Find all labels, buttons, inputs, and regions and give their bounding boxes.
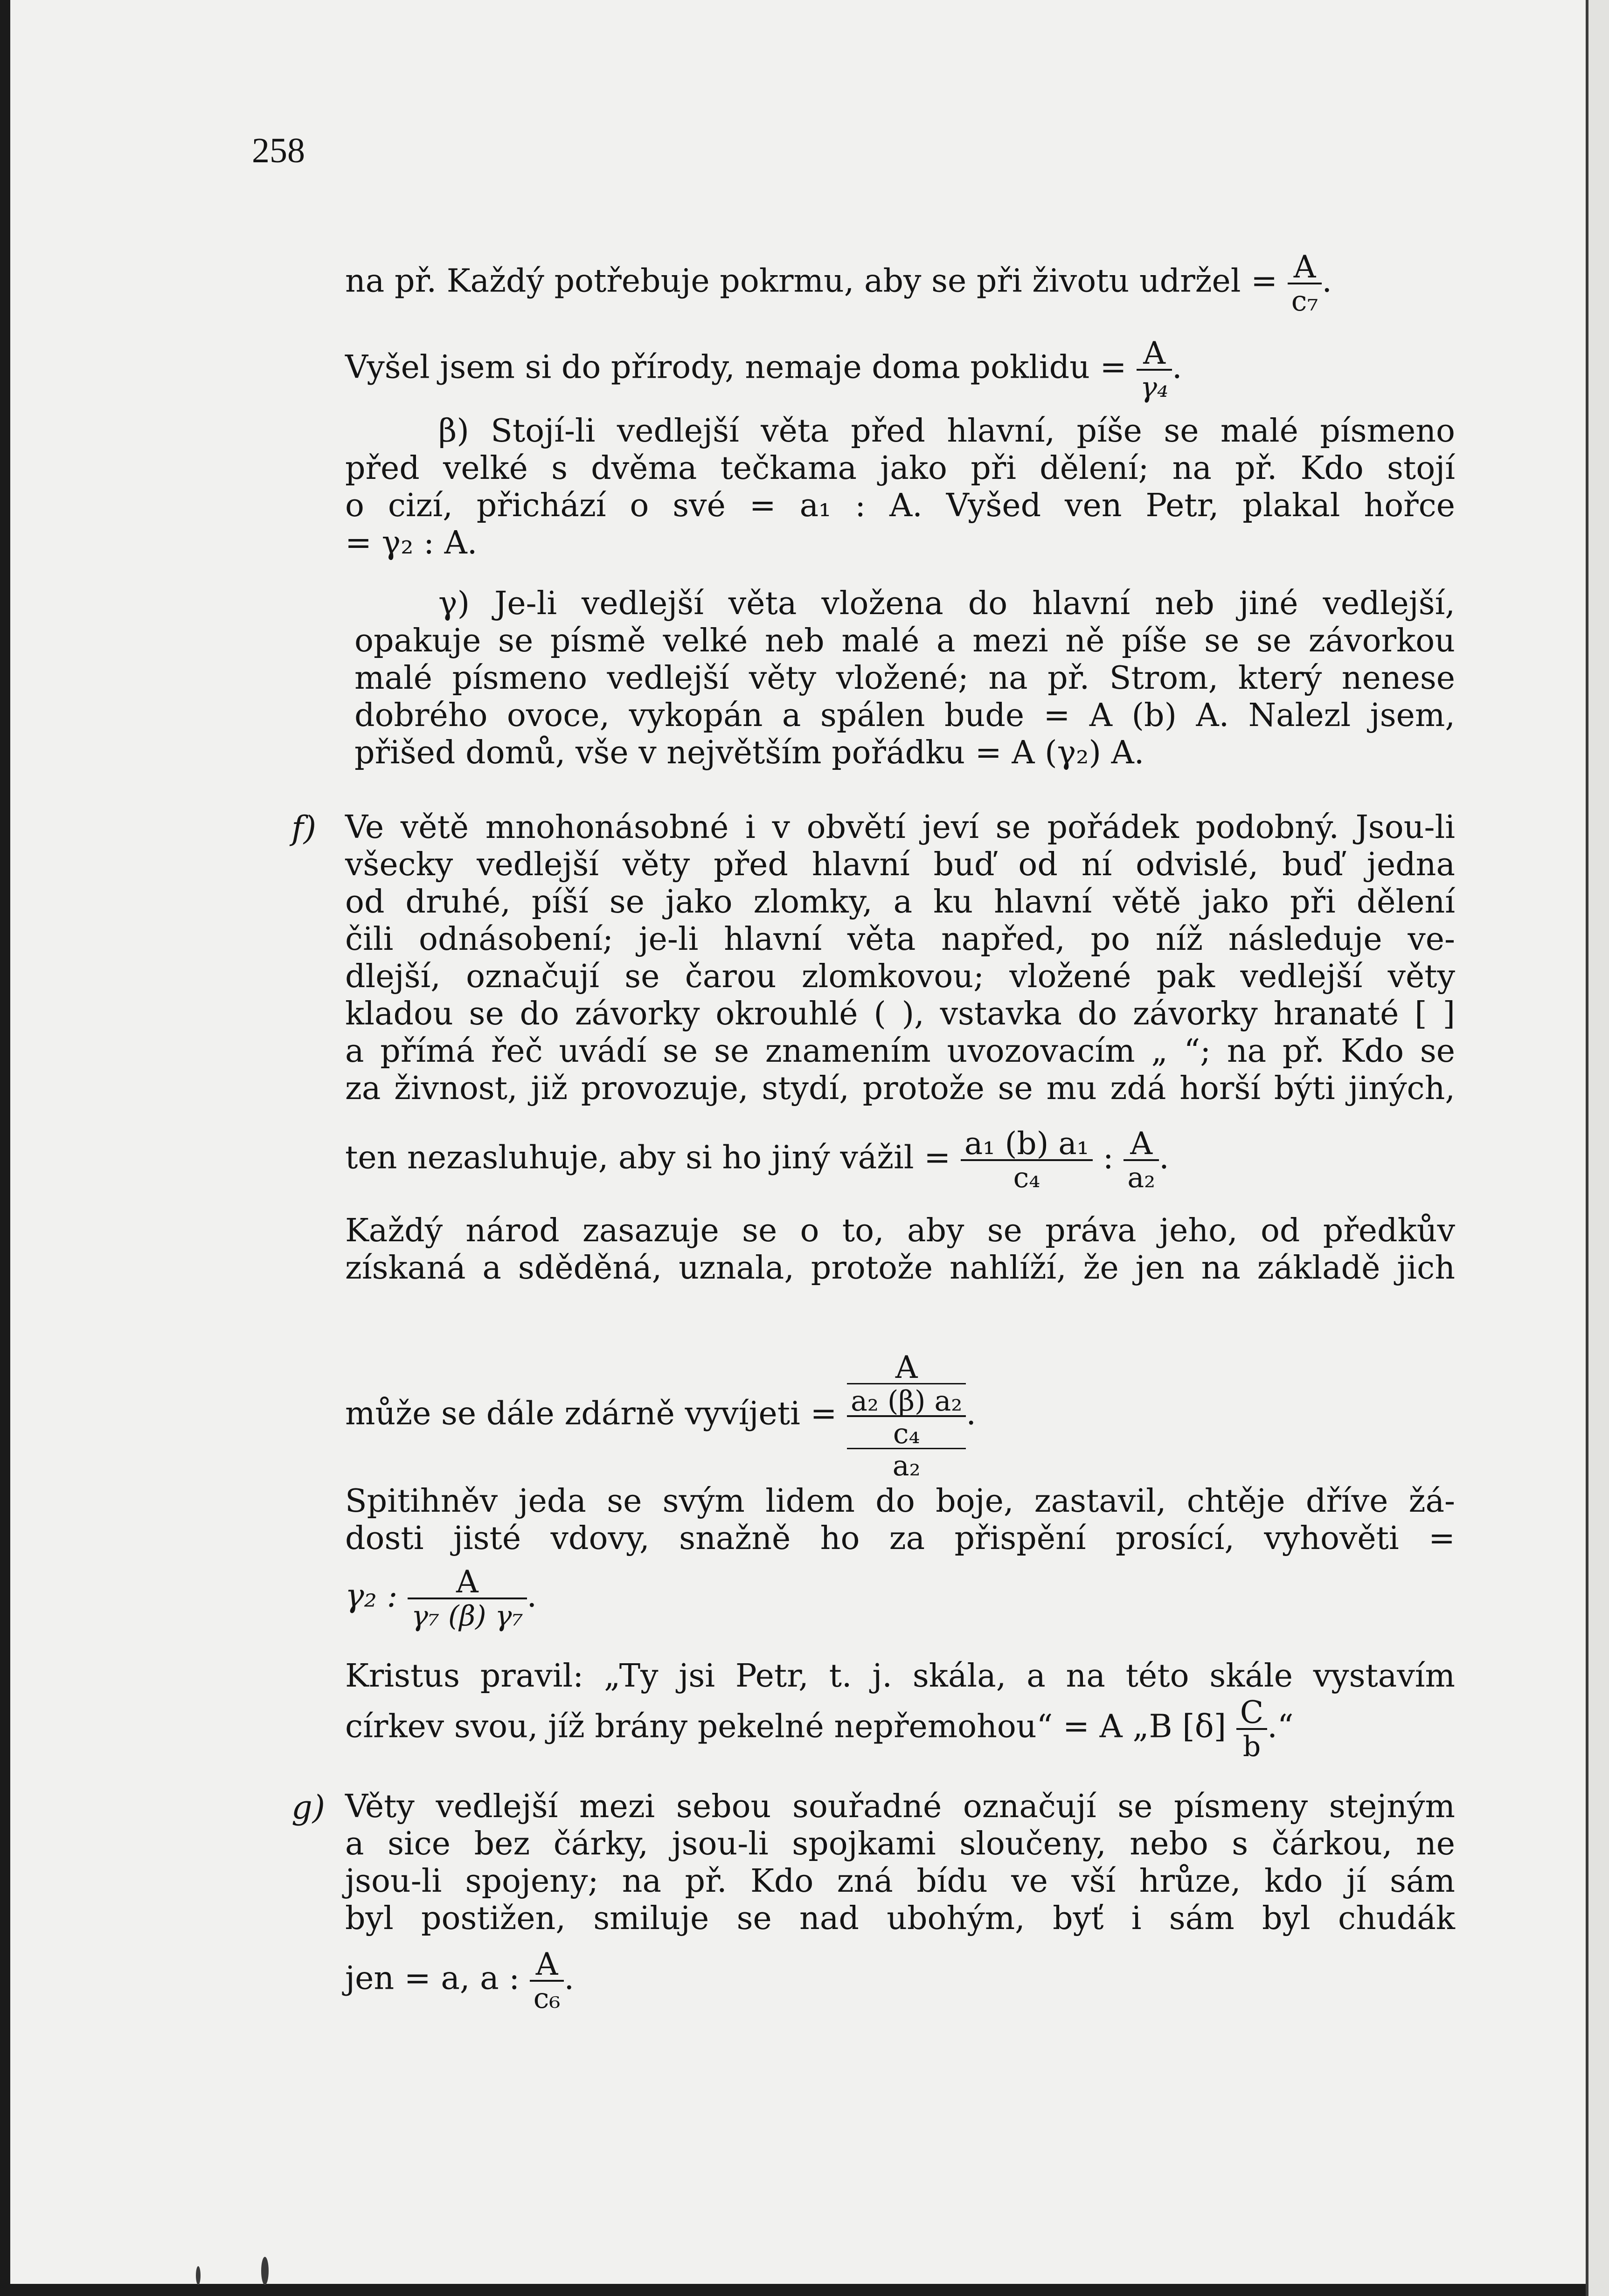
text-line: Věty vedlejší mezi sebou souřadné označují se písmeny stejným bbox=[345, 1788, 1455, 1825]
text-line: před velké s dvěma tečkama jako při dělení; na př. Kdo stojí bbox=[345, 450, 1455, 487]
text-line: = γ₂ : A. bbox=[345, 525, 478, 561]
text-line: γ) Je-li vedlejší věta vložena do hlavní neb jiné vedlejší, bbox=[438, 585, 1455, 622]
fraction: $\frac{C}{b}$ bbox=[1236, 1697, 1268, 1761]
text-line: od druhé, píší se jako zlomky, a ku hlavní větě jako při dělení bbox=[345, 884, 1455, 920]
text-line: čili odnásobení; je-li hlavní věta napřed, po níž následuje ve- bbox=[345, 921, 1455, 958]
text-line: γ₂ : $\frac{A}{\text{γ₇ (β) γ₇}}$ . bbox=[345, 1564, 537, 1632]
text-line: Kristus pravil: „Ty jsi Petr, t. j. skála, a na této skále vystavím bbox=[345, 1658, 1455, 1694]
text-line: opakuje se písmě velké neb malé a mezi ně píše se se závorkou bbox=[354, 622, 1455, 659]
text-line: Spitihněv jeda se svým lidem do boje, zastavil, chtěje dříve žá- bbox=[345, 1483, 1455, 1520]
text-line: všecky vedlejší věty před hlavní buď od ní odvislé, buď jedna bbox=[345, 846, 1455, 883]
text-line: Vyšel jsem si do přírody, nemaje doma poklidu = $\frac{A}{\text{γ₄}}$ . bbox=[345, 335, 1182, 404]
text-line: ten nezasluhuje, aby si ho jiný vážil = $\frac{\text{a₁ (b) a₁}}{\text{c₄}}$ : $\frac{A}{\text{a₂}}$ . bbox=[345, 1126, 1169, 1194]
fraction: $\frac{A}{\text{c₆}}$ bbox=[530, 1949, 564, 2012]
text-line: β) Stojí-li vedlejší věta před hlavní, píše se malé písmeno bbox=[438, 413, 1455, 450]
text-line: přišed domů, vše v největším pořádku = A (γ₂) A. bbox=[354, 734, 1144, 771]
text-line: a sice bez čárky, jsou-li spojkami sloučeny, nebo s čárkou, ne bbox=[345, 1826, 1455, 1862]
text-line: Každý národ zasazuje se o to, aby se práva jeho, od předkův bbox=[345, 1212, 1455, 1249]
fraction: $\frac{A}{\text{c₇}}$ bbox=[1288, 252, 1322, 315]
text-line: o cizí, přichází o své = a₁ : A. Vyšed ven Petr, plakal hořce bbox=[345, 487, 1455, 524]
text-line: jsou-li spojeny; na př. Kdo zná bídu ve vší hrůze, kdo jí sám bbox=[345, 1863, 1455, 1900]
text-line: získaná a sděděná, uznala, protože nahlíží, že jen na základě jich bbox=[345, 1250, 1455, 1286]
fraction: $\frac{\text{a₁ (b) a₁}}{\text{c₄}}$ bbox=[961, 1128, 1093, 1192]
text-line: malé písmeno vedlejší věty vložené; na př. Strom, který nenese bbox=[354, 660, 1455, 697]
compound-fraction: A a₂ (β) a₂ c₄ a₂ bbox=[847, 1352, 966, 1480]
text-line: církev svou, jíž brány pekelné nepřemohou“ = A „B [δ] $\frac{C}{b}$ .“ bbox=[345, 1694, 1294, 1763]
page-number: 258 bbox=[252, 131, 305, 170]
text-line: dlejší, označují se čarou zlomkovou; vložené pak vedlejší věty bbox=[345, 958, 1455, 995]
section-marker-f: f) bbox=[291, 809, 317, 847]
fraction: $\frac{A}{\text{γ₄}}$ bbox=[1137, 338, 1172, 401]
text-line: na př. Každý potřebuje pokrmu, aby se při životu udržel = $\frac{A}{\text{c₇}}$ . bbox=[345, 249, 1332, 318]
page-edge bbox=[1586, 0, 1609, 2296]
fraction: $\frac{A}{\text{γ₇ (β) γ₇}}$ bbox=[408, 1567, 527, 1630]
scan-artifact bbox=[196, 2266, 201, 2285]
text-line: Ve větě mnohonásobné i v obvětí jeví se pořádek podobný. Jsou-li bbox=[345, 809, 1455, 846]
text-line: dobrého ovoce, vykopán a spálen bude = A (b) A. Nalezl jsem, bbox=[354, 697, 1455, 734]
text-line: a přímá řeč uvádí se se znamením uvozovacím „ “; na př. Kdo se bbox=[345, 1033, 1455, 1070]
section-marker-g: g) bbox=[291, 1788, 326, 1826]
scan-artifact bbox=[261, 2257, 269, 2285]
text-line: kladou se do závorky okrouhlé ( ), vstavka do závorky hranaté [ ] bbox=[345, 996, 1455, 1032]
text-line: za živnost, již provozuje, stydí, protože se mu zdá horší býti jiných, bbox=[345, 1070, 1455, 1107]
text-line: jen = a, a : $\frac{A}{\text{c₆}}$ . bbox=[345, 1946, 575, 2015]
text-line: může se dále zdárně vyvíjeti = A a₂ (β) a₂ c₄ a₂ . bbox=[345, 1349, 976, 1482]
fraction: $\frac{A}{\text{a₂}}$ bbox=[1124, 1128, 1159, 1192]
text-line: dosti jisté vdovy, snažně ho za přispění prosící, vyhověti = bbox=[345, 1520, 1455, 1557]
text-line: byl postižen, smiluje se nad ubohým, byť i sám byl chudák bbox=[345, 1900, 1455, 1937]
